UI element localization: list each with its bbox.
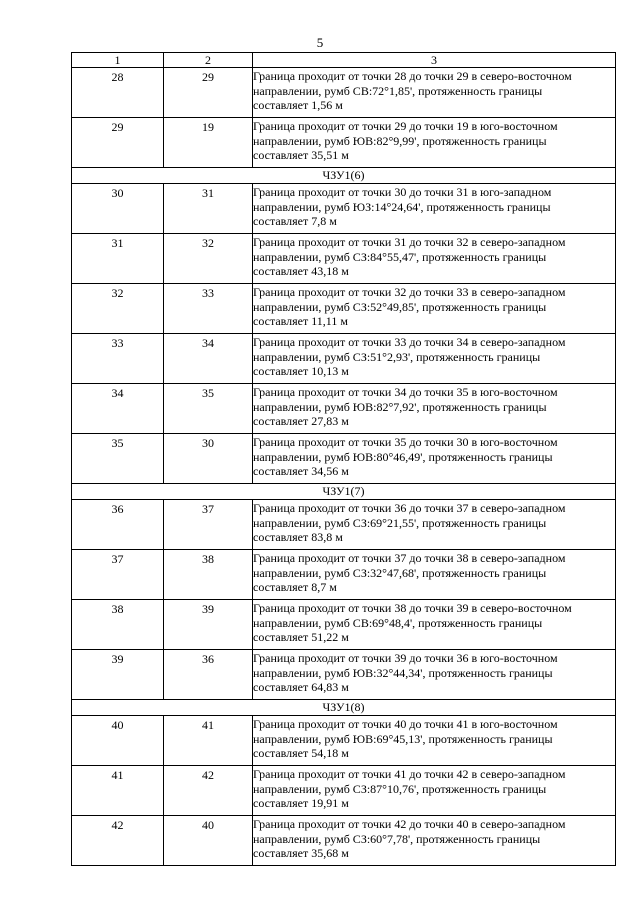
description-line: Граница проходит от точки 30 до точки 31 в юго-западном [253, 185, 552, 199]
table-row [72, 650, 616, 700]
start-point-cell: 30 [72, 184, 164, 234]
description-line: направлении, румб СЗ:69°21,55', протяженность границы [253, 515, 547, 530]
table-row [72, 184, 616, 234]
table-row [72, 284, 616, 334]
table-row [72, 384, 616, 434]
end-point-cell: 19 [164, 118, 253, 168]
start-point-cell: 35 [72, 434, 164, 484]
description-line: Граница проходит от точки 31 до точки 32 в северо-западном [253, 235, 566, 249]
table-row [72, 500, 616, 550]
end-point-cell: 33 [164, 284, 253, 334]
description-line: составляет 34,56 м [253, 464, 349, 478]
description-line: направлении, румб СЗ:52°49,85', протяженность границы [253, 299, 547, 314]
description-line: Граница проходит от точки 36 до точки 37 в северо-западном [253, 501, 566, 515]
description-line: составляет 43,18 м [253, 264, 349, 278]
end-point-cell: 29 [164, 68, 253, 118]
page-number: 5 [316, 35, 324, 50]
section-header-row [72, 168, 616, 184]
description-line: составляет 51,22 м [253, 630, 349, 644]
description-cell [253, 500, 616, 550]
table-row [72, 816, 616, 866]
boundary-description-table [71, 52, 616, 866]
column-header-1: 1 [72, 53, 164, 68]
description-cell [253, 334, 616, 384]
description-line: Граница проходит от точки 39 до точки 36 в юго-восточном [253, 651, 558, 665]
description-line: Граница проходит от точки 28 до точки 29 в северо-восточном [253, 69, 572, 83]
start-point-cell: 39 [72, 650, 164, 700]
description-cell [253, 716, 616, 766]
description-line: направлении, румб СЗ:84°55,47', протяженность границы [253, 249, 547, 264]
end-point-cell: 37 [164, 500, 253, 550]
description-line: направлении, румб ЮВ:80°46,49', протяженность границы [253, 449, 553, 464]
end-point-cell: 31 [164, 184, 253, 234]
end-point-cell: 34 [164, 334, 253, 384]
description-line: направлении, румб ЮВ:82°7,92', протяженность границы [253, 399, 547, 414]
description-line: составляет 1,56 м [253, 98, 343, 112]
section-title: ЧЗУ1(7) [72, 484, 616, 500]
section-title: ЧЗУ1(6) [72, 168, 616, 184]
description-line: направлении, румб СЗ:87°10,76', протяженность границы [253, 781, 547, 796]
end-point-cell: 38 [164, 550, 253, 600]
description-cell [253, 118, 616, 168]
description-line: направлении, румб СЗ:51°2,93', протяженность границы [253, 349, 541, 364]
table-row [72, 334, 616, 384]
description-cell [253, 184, 616, 234]
description-cell [253, 384, 616, 434]
description-line: составляет 7,8 м [253, 214, 337, 228]
description-line: направлении, румб ЮЗ:14°24,64', протяженность границы [253, 199, 551, 214]
start-point-cell: 32 [72, 284, 164, 334]
table-row [72, 550, 616, 600]
description-cell [253, 68, 616, 118]
table-row [72, 68, 616, 118]
table-row [72, 716, 616, 766]
end-point-cell: 40 [164, 816, 253, 866]
description-cell [253, 650, 616, 700]
table-row [72, 234, 616, 284]
description-line: направлении, румб ЮВ:69°45,13', протяженность границы [253, 731, 553, 746]
start-point-cell: 36 [72, 500, 164, 550]
description-line: Граница проходит от точки 37 до точки 38 в северо-западном [253, 551, 566, 565]
end-point-cell: 41 [164, 716, 253, 766]
description-line: составляет 10,13 м [253, 364, 349, 378]
description-line: составляет 35,51 м [253, 148, 349, 162]
start-point-cell: 31 [72, 234, 164, 284]
start-point-cell: 41 [72, 766, 164, 816]
table-row [72, 600, 616, 650]
end-point-cell: 30 [164, 434, 253, 484]
description-line: Граница проходит от точки 29 до точки 19 в юго-восточном [253, 119, 558, 133]
description-line: составляет 83,8 м [253, 530, 343, 544]
start-point-cell: 34 [72, 384, 164, 434]
start-point-cell: 42 [72, 816, 164, 866]
start-point-cell: 40 [72, 716, 164, 766]
description-cell [253, 434, 616, 484]
description-line: составляет 27,83 м [253, 414, 349, 428]
description-line: Граница проходит от точки 41 до точки 42 в северо-западном [253, 767, 566, 781]
description-line: направлении, румб СЗ:60°7,78', протяженность границы [253, 831, 541, 846]
description-cell [253, 284, 616, 334]
description-line: составляет 11,11 м [253, 314, 348, 328]
start-point-cell: 29 [72, 118, 164, 168]
table-header-row [72, 53, 616, 68]
description-cell [253, 766, 616, 816]
column-header-2: 2 [164, 53, 253, 68]
section-header-row [72, 484, 616, 500]
description-line: составляет 35,68 м [253, 846, 349, 860]
start-point-cell: 33 [72, 334, 164, 384]
description-line: Граница проходит от точки 33 до точки 34 в северо-западном [253, 335, 566, 349]
description-line: Граница проходит от точки 38 до точки 39 в северо-восточном [253, 601, 572, 615]
description-line: направлении, румб СЗ:32°47,68', протяженность границы [253, 565, 547, 580]
description-line: составляет 19,91 м [253, 796, 349, 810]
end-point-cell: 39 [164, 600, 253, 650]
description-line: составляет 64,83 м [253, 680, 349, 694]
description-line: Граница проходит от точки 32 до точки 33 в северо-западном [253, 285, 566, 299]
description-line: составляет 54,18 м [253, 746, 349, 760]
description-line: Граница проходит от точки 34 до точки 35 в юго-восточном [253, 385, 558, 399]
description-line: Граница проходит от точки 42 до точки 40 в северо-западном [253, 817, 566, 831]
description-line: Граница проходит от точки 40 до точки 41 в юго-восточном [253, 717, 558, 731]
end-point-cell: 42 [164, 766, 253, 816]
description-cell [253, 550, 616, 600]
table-row [72, 118, 616, 168]
description-line: Граница проходит от точки 35 до точки 30 в юго-восточном [253, 435, 558, 449]
table-row [72, 766, 616, 816]
end-point-cell: 35 [164, 384, 253, 434]
start-point-cell: 28 [72, 68, 164, 118]
section-title: ЧЗУ1(8) [72, 700, 616, 716]
section-header-row [72, 700, 616, 716]
table-body [72, 53, 616, 866]
column-header-3: 3 [253, 53, 616, 68]
description-cell [253, 600, 616, 650]
end-point-cell: 32 [164, 234, 253, 284]
start-point-cell: 38 [72, 600, 164, 650]
end-point-cell: 36 [164, 650, 253, 700]
table-row [72, 434, 616, 484]
description-line: направлении, румб СВ:69°48,4', протяженность границы [253, 615, 543, 630]
description-line: составляет 8,7 м [253, 580, 337, 594]
description-line: направлении, румб ЮВ:82°9,99', протяженность границы [253, 133, 547, 148]
description-cell [253, 816, 616, 866]
description-cell [253, 234, 616, 284]
description-line: направлении, румб СВ:72°1,85', протяженность границы [253, 83, 543, 98]
description-line: направлении, румб ЮВ:32°44,34', протяженность границы [253, 665, 553, 680]
start-point-cell: 37 [72, 550, 164, 600]
